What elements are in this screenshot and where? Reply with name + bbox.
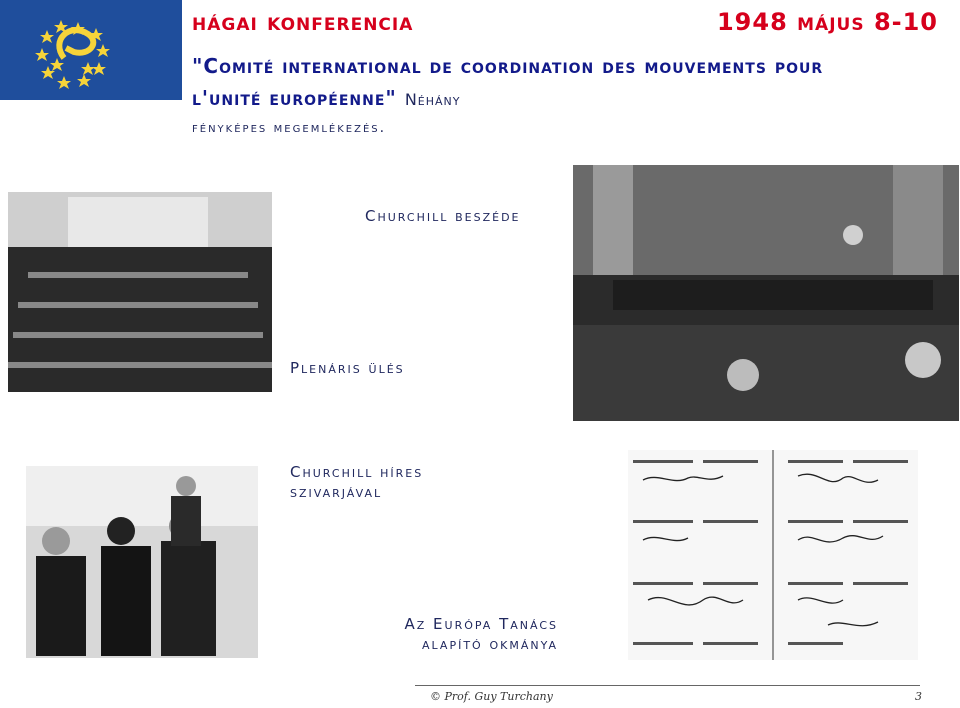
footer-divider [415, 685, 920, 686]
caption-founding-line2: alapító okmánya [422, 635, 558, 653]
caption-cigar-line2: szivarjával [290, 483, 383, 501]
caption-cigar [290, 462, 423, 502]
caption-churchill-speech: Churchill beszéde [365, 207, 521, 225]
subtitle [192, 50, 852, 116]
page-number: 3 [915, 690, 922, 703]
council-of-europe-logo [0, 0, 182, 100]
caption-founding-line1: Az Európa Tanács [404, 615, 558, 633]
caption-plenary: Plenáris ülés [290, 359, 405, 377]
footer-author: © Prof. Guy Turchany [430, 690, 553, 703]
subtitle-line2: fényképes megemlékezés. [192, 120, 387, 136]
subtitle-plain: Néhány [404, 90, 461, 109]
conference-title: hágai konferencia [192, 8, 414, 36]
caption-founding-document [368, 614, 558, 654]
conference-date: 1948 május 8-10 [716, 8, 938, 36]
subtitle-bold: "Comité international de coordination des mouvements pour l'unité européenne" [192, 54, 824, 110]
plenary-session-photo [8, 192, 272, 392]
churchill-speech-photo [573, 165, 959, 421]
founding-document-photo [628, 450, 918, 660]
churchill-cigar-photo [26, 466, 258, 658]
caption-cigar-line1: Churchill híres [290, 463, 424, 481]
